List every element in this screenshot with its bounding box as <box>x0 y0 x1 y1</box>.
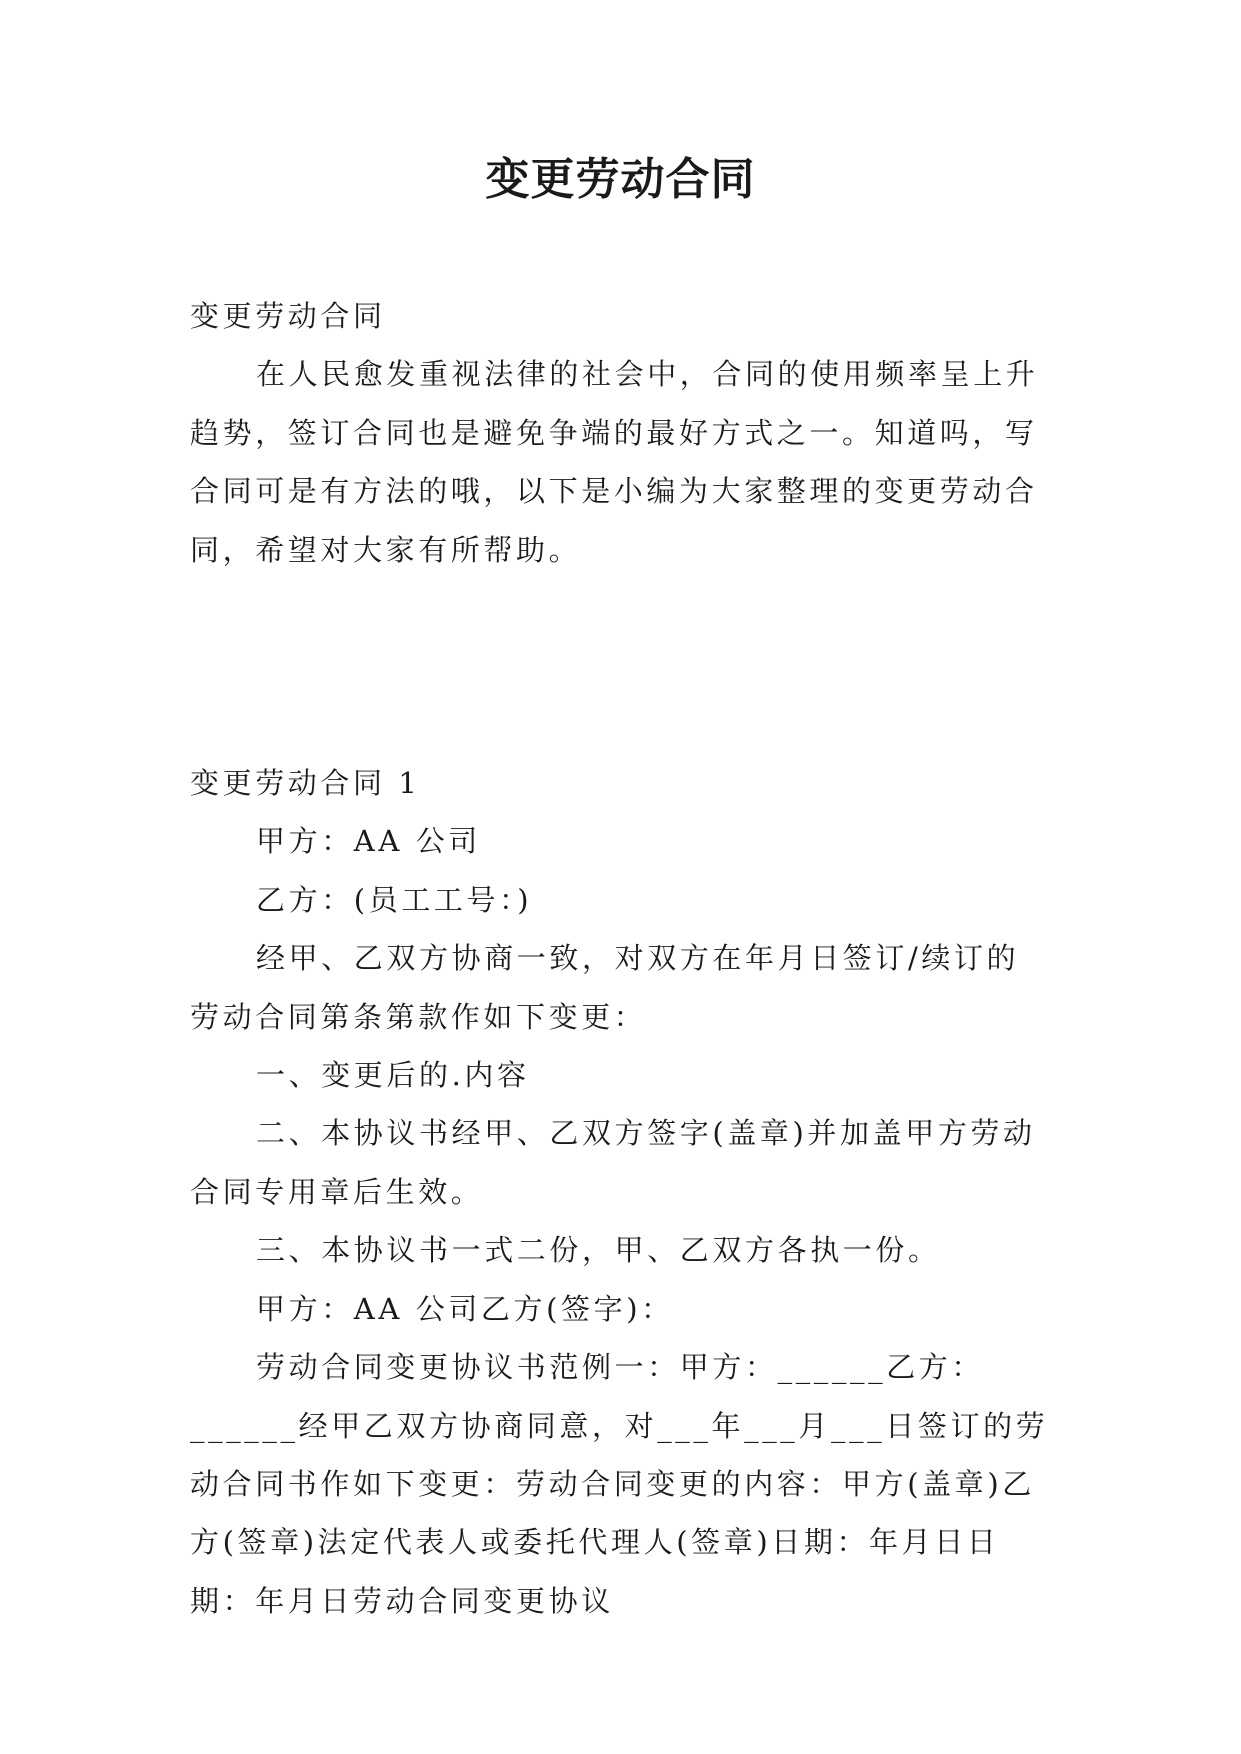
clause-two: 二、本协议书经甲、乙双方签字(盖章)并加盖甲方劳动合同专用章后生效。 <box>190 1116 1036 1209</box>
section-heading: 变更劳动合同 1 <box>190 766 421 801</box>
signature-line: 甲方：AA 公司乙方(签字)： <box>256 1291 674 1326</box>
intro-heading: 变更劳动合同 <box>190 299 386 333</box>
party-a-line: 甲方：AA 公司 <box>256 824 481 859</box>
intro-paragraph: 在人民愈发重视法律的社会中，合同的使用频率呈上升趋势，签订合同也是避免争端的最好方式之一。知道吗，写合同可是有方法的哦，以下是小编为大家整理的变更劳动合同，希望对大家有所帮助。 <box>190 357 1039 567</box>
clause-three: 三、本协议书一式二份，甲、乙双方各执一份。 <box>256 1233 941 1268</box>
clause-one: 一、变更后的.内容 <box>256 1058 530 1093</box>
document-title: 变更劳动合同 <box>485 154 756 205</box>
agreement-paragraph: 经甲、乙双方协商一致，对双方在年月日签订/续订的劳动合同第条第款作如下变更： <box>190 941 1020 1034</box>
party-b-line: 乙方：(员工工号：) <box>256 882 533 917</box>
section-spacer <box>190 579 1050 754</box>
example-paragraph: 劳动合同变更协议书范例一：甲方：______乙方：______经甲乙双方协商同意，对___年___月___日签订的劳动合同书作如下变更：劳动合同变更的内容：甲方(盖章)乙方(签章)法定代表人或委托代理人(签章)日期：年月日日期：年月日劳动合同变更协议 <box>190 1350 1049 1618</box>
document-body <box>190 287 1050 1630</box>
